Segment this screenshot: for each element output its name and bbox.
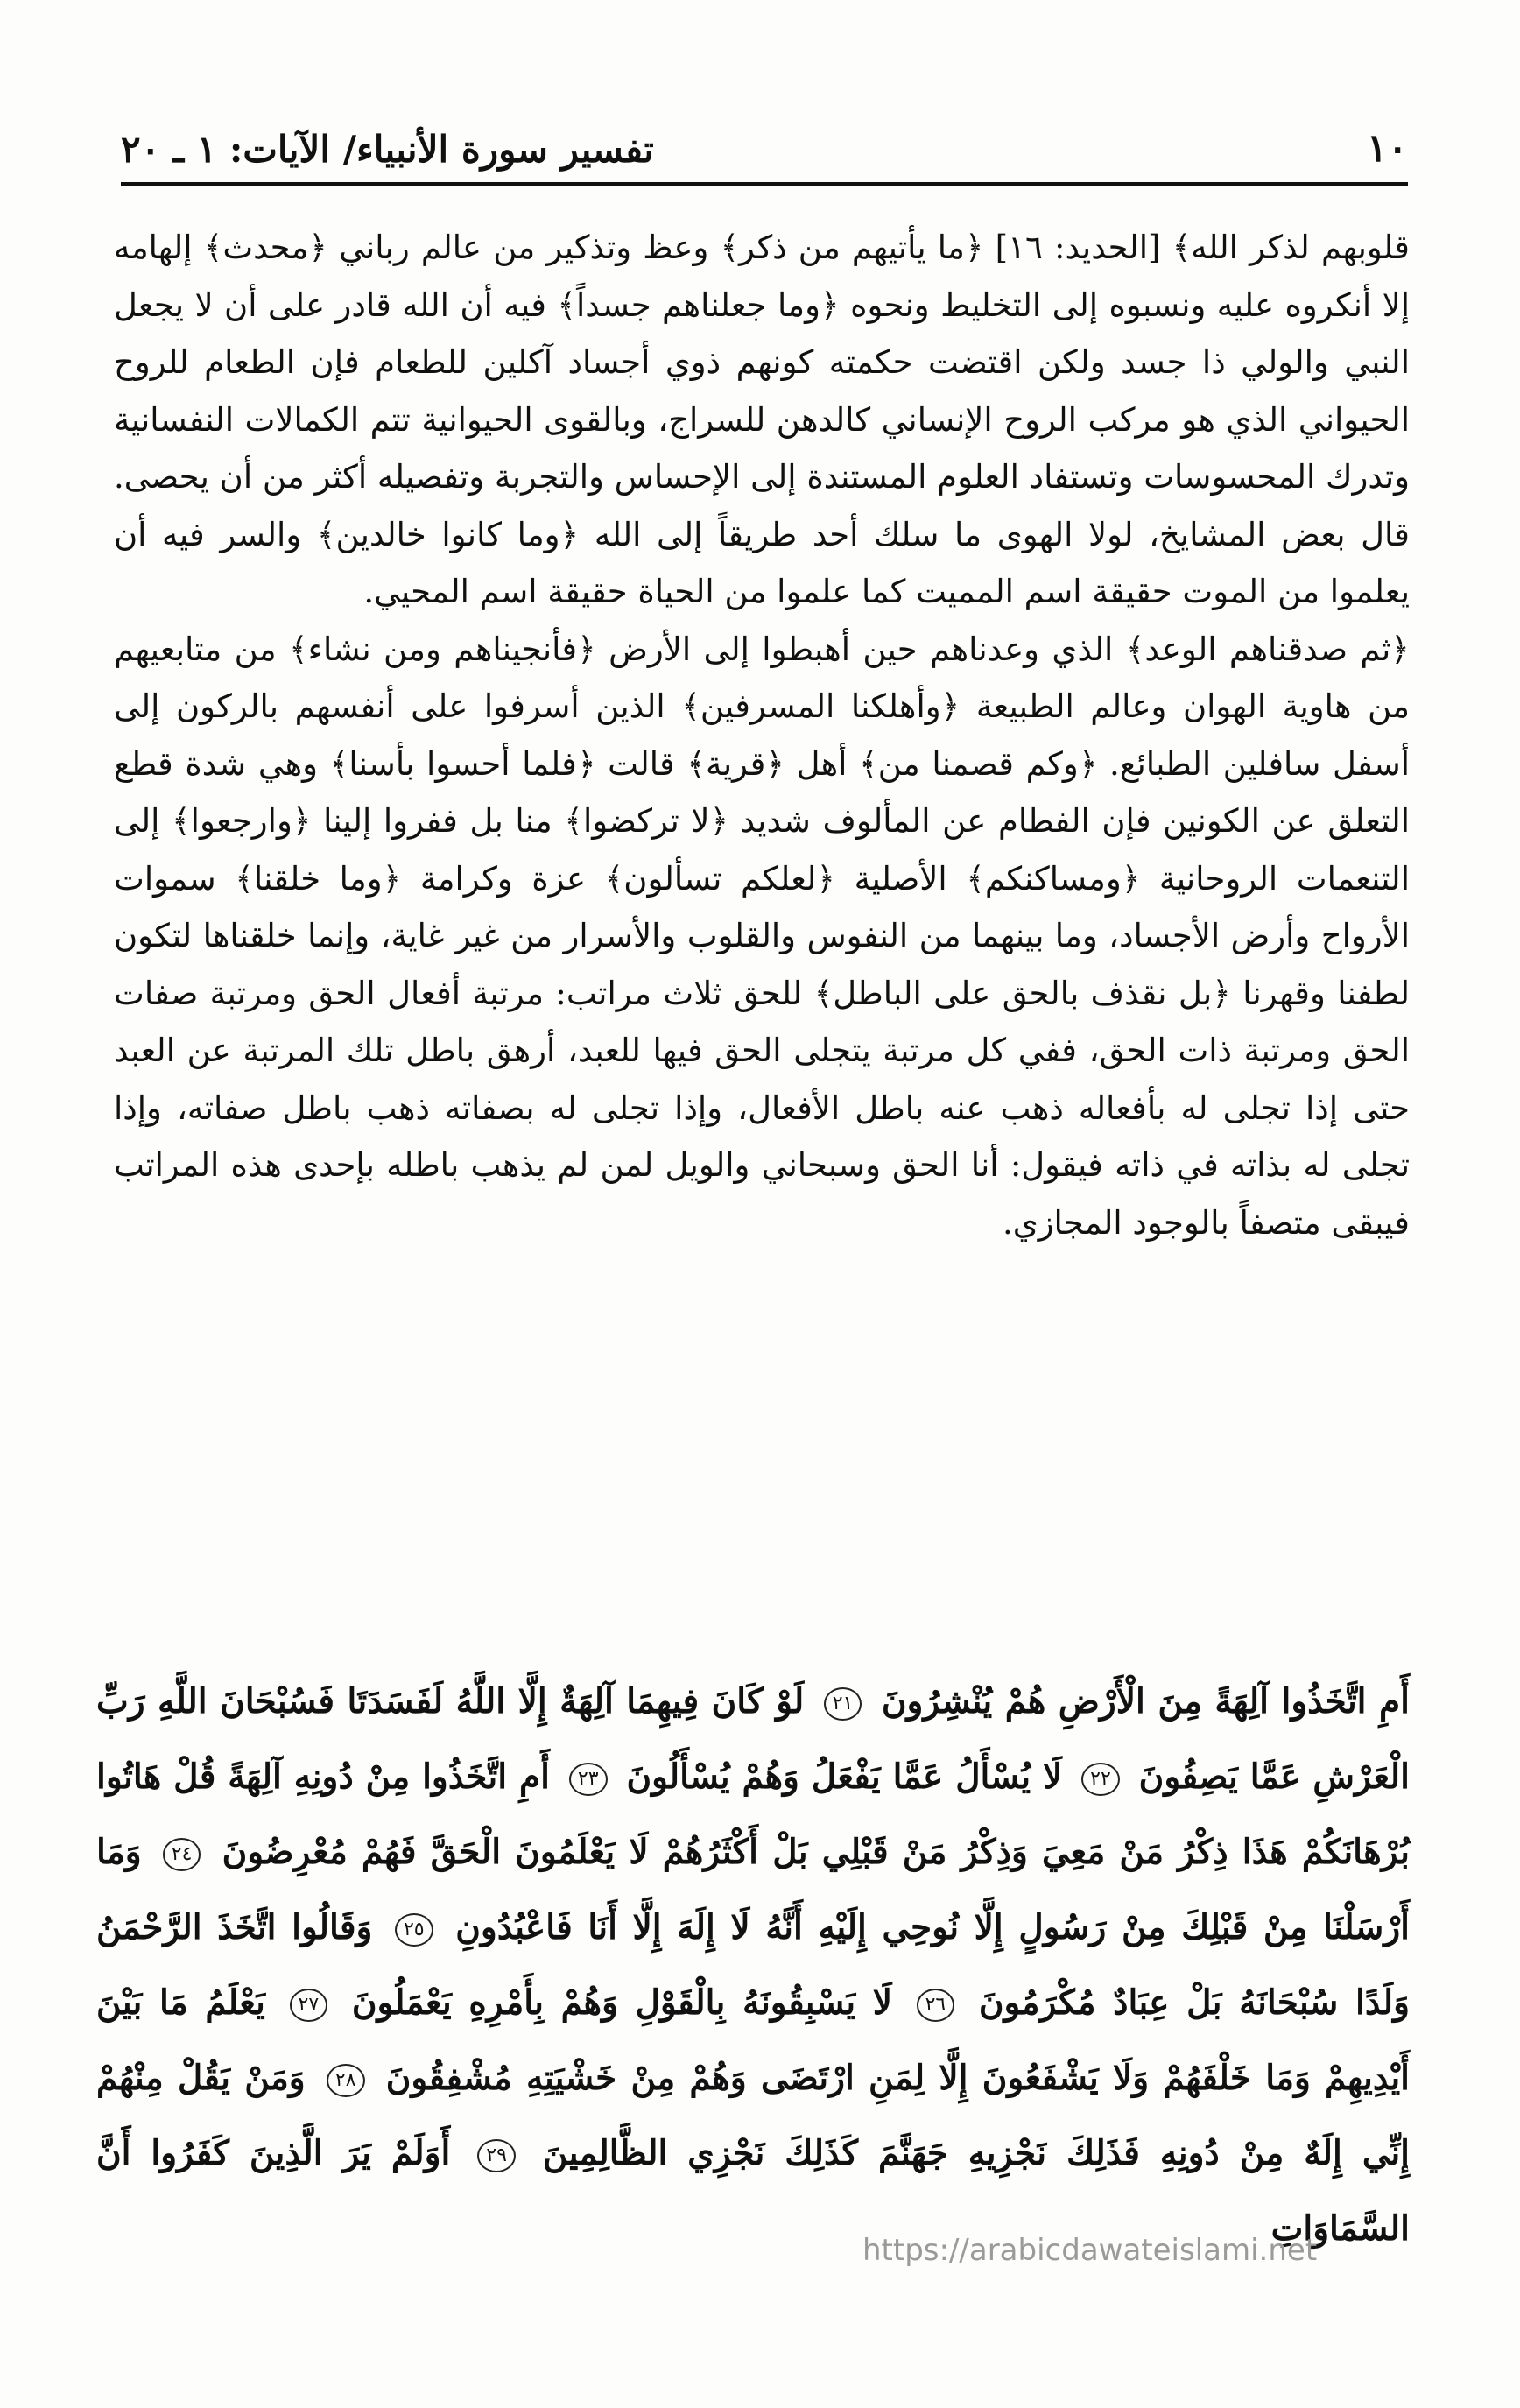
running-title: تفسير سورة الأنبياء/ الآيات: ١ ـ ٢٠	[121, 128, 654, 171]
page-number: ١٠	[1366, 126, 1408, 171]
verse-number-marker: ٢٢	[1081, 1763, 1120, 1796]
verse-text: وَمَا أَرْسَلْنَا مِنْ قَبْلِكَ مِنْ رَسُولٍ إِلَّا نُوحِي إِلَيْهِ أَنَّهُ لَا إِلَهَ إِلَّا أَنَا فَاعْبُدُونِ	[96, 1832, 1411, 1947]
verse-text: أَمِ اتَّخَذُوا آلِهَةً مِنَ الْأَرْضِ هُمْ يُنْشِرُونَ	[881, 1681, 1410, 1722]
quran-verses-block	[96, 1664, 1410, 2266]
watermark-url: https://arabicdawateislami.net	[862, 2233, 1318, 2268]
verse-text: وَقَالُوا اتَّخَذَ الرَّحْمَنُ وَلَدًا سُبْحَانَهُ بَلْ عِبَادٌ مُكْرَمُونَ	[96, 1907, 1411, 2023]
verse-text: وَمَنْ يَقُلْ مِنْهُمْ إِنِّي إِلَهٌ مِنْ دُونِهِ فَذَلِكَ نَجْزِيهِ جَهَنَّمَ كَذَلِكَ نَجْزِي الظَّالِمِينَ	[96, 2058, 1411, 2173]
verse-number-marker: ٢٦	[917, 1989, 955, 2022]
commentary-text	[114, 219, 1410, 1251]
verse-number-marker: ٢٧	[290, 1989, 328, 2022]
verse-text: لَا يُسْأَلُ عَمَّا يَفْعَلُ وَهُمْ يُسْأَلُونَ	[626, 1757, 1063, 1797]
verse-text: أَمِ اتَّخَذُوا مِنْ دُونِهِ آلِهَةً قُلْ هَاتُوا بُرْهَانَكُمْ هَذَا ذِكْرُ مَنْ مَعِيَ وَذِكْرُ مَنْ قَبْلِي بَلْ أَكْثَرُهُمْ لَا يَعْلَمُونَ الْحَقَّ فَهُمْ مُعْرِضُونَ	[96, 1757, 1411, 1872]
verse-text: يَعْلَمُ مَا بَيْنَ أَيْدِيهِمْ وَمَا خَلْفَهُمْ وَلَا يَشْفَعُونَ إِلَّا لِمَنِ ارْتَضَى وَهُمْ مِنْ خَشْيَتِهِ مُشْفِقُونَ	[96, 1982, 1411, 2098]
verse-number-marker: ٢٥	[395, 1913, 433, 1947]
verse-number-marker: ٢٣	[569, 1763, 608, 1796]
verse-text: لَوْ كَانَ فِيهِمَا آلِهَةٌ إِلَّا اللَّهُ لَفَسَدَتَا فَسُبْحَانَ اللَّهِ رَبِّ الْعَرْشِ عَمَّا يَصِفُونَ	[96, 1681, 1411, 1797]
verse-number-marker: ٢١	[824, 1687, 862, 1721]
commentary-paragraph-2: ﴿ثم صدقناهم الوعد﴾ الذي وعدناهم حين أهبطوا إلى الأرض ﴿فأنجيناهم ومن نشاء﴾ من متابعيهم من هاوية الهوان وعالم الطبيعة ﴿وأهلكنا المسرفين﴾ الذين أسرفوا على أنفسهم بالركون إلى أسفل سافلين الطبائع. ﴿وكم قصمنا من﴾ أهل ﴿قرية﴾ قالت ﴿فلما أحسوا بأسنا﴾ وهي شدة قطع التعلق عن الكونين فإن الفطام عن المألوف شديد ﴿لا تركضوا﴾ منا بل ففروا إلينا ﴿وارجعوا﴾ إلى التنعمات الروحانية ﴿ومساكنكم﴾ الأصلية ﴿لعلكم تسألون﴾ عزة وكرامة ﴿وما خلقنا﴾ سموات الأرواح وأرض الأجساد، وما بينهما من النفوس والقلوب والأسرار من غير غاية، وإنما خلقناها لتكون لطفنا وقهرنا ﴿بل نقذف بالحق على الباطل﴾ للحق ثلاث مراتب: مرتبة أفعال الحق ومرتبة صفات الحق ومرتبة ذات الحق، ففي كل مرتبة يتجلى الحق فيها للعبد، أرهق باطل تلك المرتبة عن العبد حتى إذا تجلى له بأفعاله ذهب عنه باطل الأفعال، وإذا تجلى له بصفاته ذهب باطل صفاته، وإذا تجلى له بذاته في ذاته فيقول: أنا الحق وسبحاني والويل لمن لم يذهب باطله بإحدى هذه المراتب فيبقى متصفاً بالوجود المجازي.	[114, 630, 1410, 1242]
commentary-paragraph-1: قلوبهم لذكر الله﴾ [الحديد: ١٦] ﴿ما يأتيهم من ذكر﴾ وعظ وتذكير من عالم رباني ﴿محدث﴾ إلهامه إلا أنكروه عليه ونسبوه إلى التخليط ونحوه ﴿وما جعلناهم جسداً﴾ فيه أن الله قادر على أن لا يجعل النبي والولي ذا جسد ولكن اقتضت حكمته كونهم ذوي أجساد آكلين للطعام فإن الطعام للروح الحيواني الذي هو مركب الروح الإنساني كالدهن للسراج، وبالقوى الحيوانية تتم الكمالات النفسانية وتدرك المحسوسات وتستفاد العلوم المستندة إلى الإحساس والتجربة وتفصيله أكثر من أن يحصى. قال بعض المشايخ، لولا الهوى ما سلك أحد طريقاً إلى الله ﴿وما كانوا خالدين﴾ والسر فيه أن يعلموا من الموت حقيقة اسم المميت كما علموا من الحياة حقيقة اسم المحيي.	[114, 229, 1410, 610]
verse-text: أَوَلَمْ يَرَ الَّذِينَ كَفَرُوا أَنَّ السَّمَاوَاتِ	[96, 2133, 1410, 2249]
verse-text: لَا يَسْبِقُونَهُ بِالْقَوْلِ وَهُمْ بِأَمْرِهِ يَعْمَلُونَ	[351, 1982, 892, 2023]
verse-number-marker: ٢٨	[327, 2064, 365, 2097]
header-divider	[121, 182, 1408, 186]
page-header	[121, 116, 1408, 177]
verse-number-marker: ٢٩	[477, 2139, 516, 2172]
verse-number-marker: ٢٤	[163, 1838, 201, 1871]
